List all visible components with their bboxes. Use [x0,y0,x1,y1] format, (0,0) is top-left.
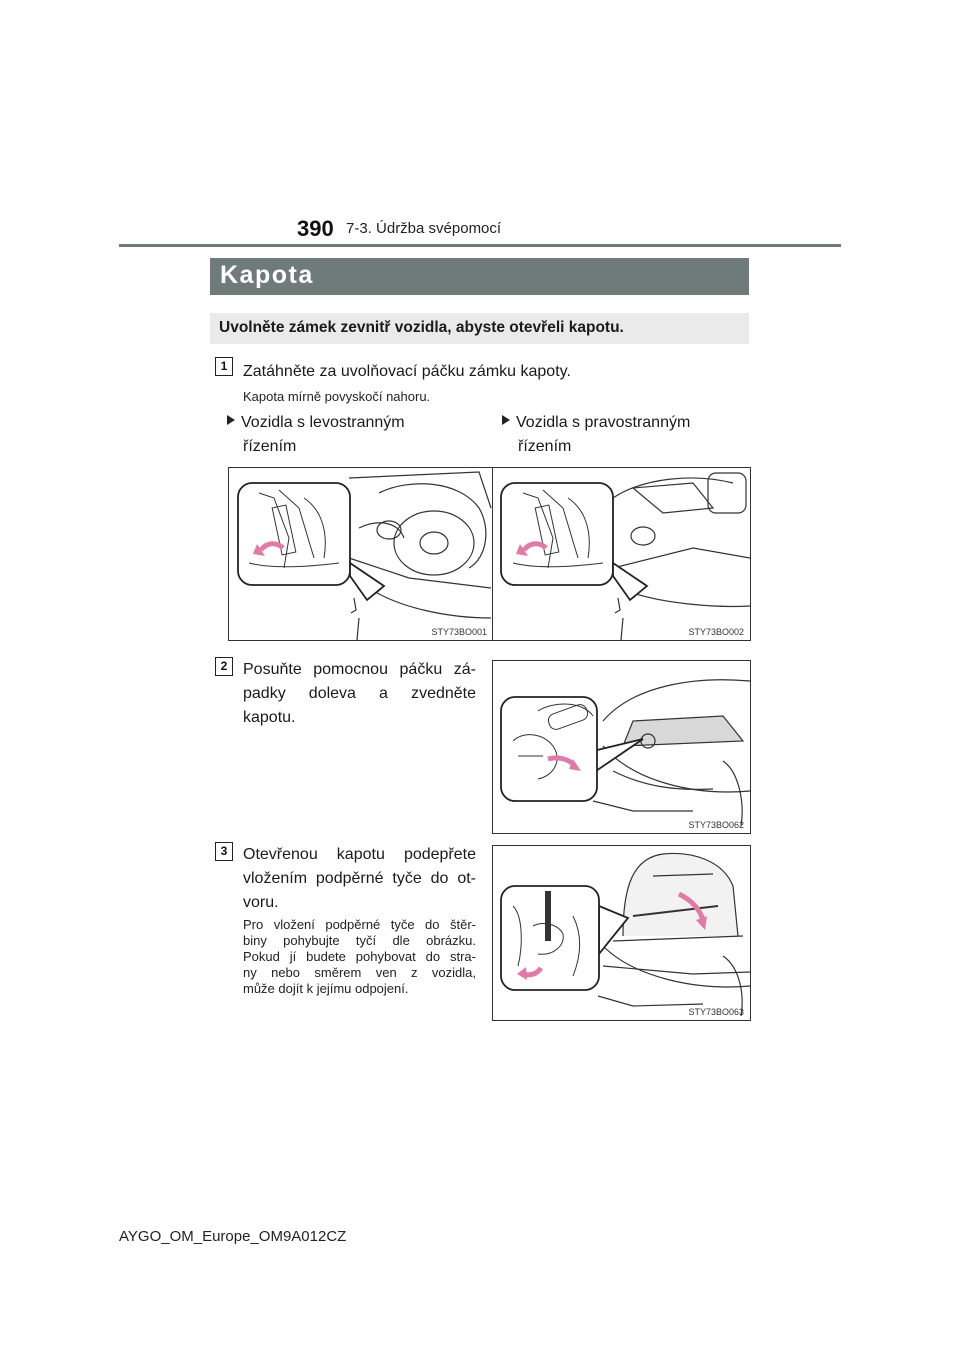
variant-lhd-label-line2: řízením [243,438,297,455]
step-3-badge: 3 [215,842,233,861]
page-number: 390 [297,216,334,241]
step-3-note [243,917,476,997]
figure-hood-auxiliary-lever [492,660,751,834]
step-1-note: Kapota mírně povyskočí nahoru. [243,389,431,404]
step-2-text-line1: Posuňte pomocnou páčku zá- [243,661,476,678]
support-rod-illustration [493,846,750,1020]
auxiliary-lever-illustration [493,661,750,833]
figure-code: STY73BO002 [688,627,744,637]
step-3-note-line3: Pokud jí budete pohybovat do stra- [243,949,476,964]
instruction-box [210,313,749,344]
step-3-note-line1: Pro vložení podpěrné tyče do štěr- [243,917,476,932]
triangle-bullet-icon [502,415,510,425]
figure-lhd-hood-release [228,467,494,641]
figure-code: STY73BO062 [688,820,744,830]
step-1-text: Zatáhněte za uvolňovací páčku zámku kapoty. [243,363,571,380]
figure-hood-support-rod [492,845,751,1021]
variant-rhd-label-line2: řízením [518,438,572,455]
step-3-text-line3: voru. [243,894,279,911]
step-3-text-line1: Otevřenou kapotu podepřete [243,846,476,863]
variant-rhd-label-line1: Vozidla s pravostranným [516,414,691,431]
step-3-text [243,843,476,915]
variant-right-hand-drive [502,411,690,459]
step-2-text [243,658,476,730]
step-2-badge: 2 [215,657,233,676]
variant-lhd-label-line1: Vozidla s levostranným [241,414,405,431]
triangle-bullet-icon [227,415,235,425]
step-3-note-line5: může dojít k jejímu odpojení. [243,981,409,996]
figure-rhd-hood-release [492,467,751,641]
step-1-badge: 1 [215,357,233,376]
figure-code: STY73BO001 [431,627,487,637]
section-title-bar [210,258,749,295]
step-3-note-line2: biny pohybujte tyčí dle obrázku. [243,933,476,948]
section-title: Kapota [220,261,314,289]
variant-left-hand-drive [227,411,405,459]
instruction-text: Uvolněte zámek zevnitř vozidla, abyste otevřeli kapotu. [219,319,624,336]
step-2-text-line2: padky doleva a zvedněte kapotu. [243,685,476,726]
lhd-illustration [229,468,493,640]
header-divider [119,244,841,247]
step-3-text-line2: vložením podpěrné tyče do ot- [243,870,476,887]
section-reference: 7-3. Údržba svépomocí [346,220,502,237]
document-footer: AYGO_OM_Europe_OM9A012CZ [119,1228,347,1245]
rhd-illustration [493,468,750,640]
step-3-note-line4: ny nebo směrem ven z vozidla, [243,965,476,980]
figure-code: STY73BO063 [688,1007,744,1017]
